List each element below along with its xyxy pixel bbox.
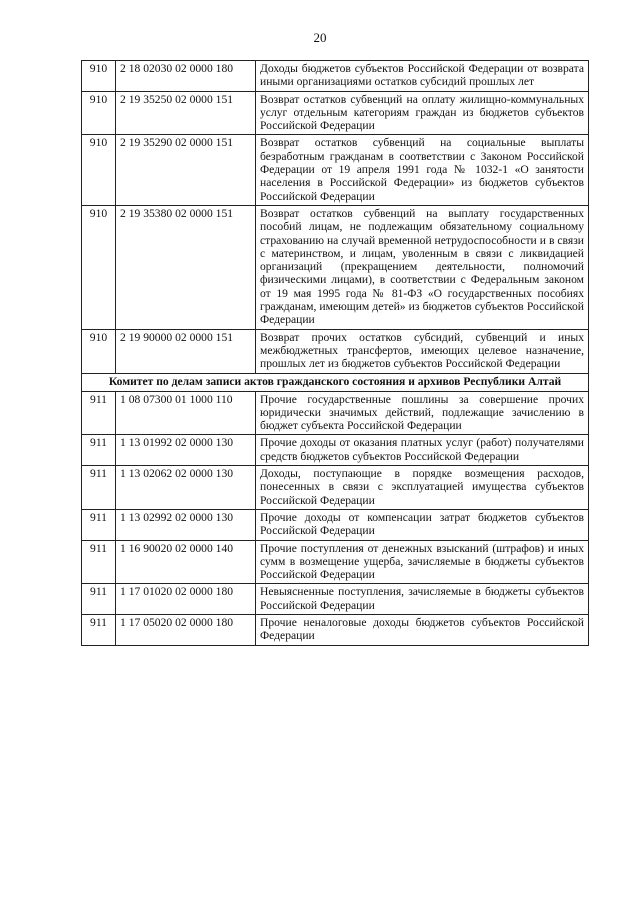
table-row [82,614,589,645]
revenue-description-cell: Прочие неналоговые доходы бюджетов субъектов Российской Федерации [256,614,589,645]
budget-classification-code-cell: 2 19 35290 02 0000 151 [116,135,256,205]
admin-code-cell: 910 [82,205,116,329]
budget-classification-code-cell: 1 17 01020 02 0000 180 [116,584,256,615]
page-number: 20 [313,30,327,45]
admin-code-cell: 910 [82,61,116,92]
table-row [82,135,589,205]
budget-classification-code-cell: 1 16 90020 02 0000 140 [116,540,256,584]
admin-code-cell: 911 [82,466,116,510]
revenue-description-cell: Доходы, поступающие в порядке возмещения расходов, понесенных в связи с эксплуатацией имущества субъектов Российской Федерации [256,466,589,510]
budget-classification-code-cell: 1 13 02992 02 0000 130 [116,509,256,540]
budget-classification-code-cell: 2 19 35380 02 0000 151 [116,205,256,329]
table-row [82,61,589,92]
admin-code-cell: 911 [82,614,116,645]
admin-code-cell: 910 [82,135,116,205]
revenue-codes-table [81,60,589,646]
table-row [82,329,589,373]
table-row [82,540,589,584]
admin-code-cell: 911 [82,509,116,540]
revenue-description-cell: Возврат прочих остатков субсидий, субвенций и иных межбюджетных трансфертов, имеющих целевое назначение, прошлых лет из бюджетов субъектов Российской Федерации [256,329,589,373]
budget-classification-code-cell: 1 13 02062 02 0000 130 [116,466,256,510]
table-row [82,584,589,615]
admin-code-cell: 911 [82,584,116,615]
admin-code-cell: 911 [82,391,116,435]
budget-classification-code-cell: 2 19 90000 02 0000 151 [116,329,256,373]
table-row [82,205,589,329]
revenue-description-cell: Доходы бюджетов субъектов Российской Федерации от возврата иными организациями остатков субсидий прошлых лет [256,61,589,92]
budget-classification-code-cell: 1 08 07300 01 1000 110 [116,391,256,435]
revenue-description-cell: Возврат остатков субвенций на выплату государственных пособий лицам, не подлежащим обязательному социальному страхованию на случай временной нетрудоспособности и в связи с материнством, и лицам, уволенным в связи с ликвидацией организаций (прекращением деятельности, полномочий физическими лицами), в соответствии с Федеральным законом от 19 мая 1995 года № 81-ФЗ «О государственных пособиях гражданам, имеющим детей» из бюджетов субъектов Российской Федерации [256,205,589,329]
admin-code-cell: 910 [82,91,116,135]
revenue-description-cell: Возврат остатков субвенций на оплату жилищно-коммунальных услуг отдельным категориям граждан из бюджетов субъектов Российской Федерации [256,91,589,135]
budget-classification-code-cell: 1 17 05020 02 0000 180 [116,614,256,645]
section-title: Комитет по делам записи актов гражданского состояния и архивов Республики Алтай [82,373,589,391]
table-row [82,91,589,135]
revenue-description-cell: Прочие доходы от оказания платных услуг (работ) получателями средств бюджетов субъектов Российской Федерации [256,435,589,466]
budget-classification-code-cell: 1 13 01992 02 0000 130 [116,435,256,466]
table-row [82,466,589,510]
revenue-description-cell: Невыясненные поступления, зачисляемые в бюджеты субъектов Российской Федерации [256,584,589,615]
table-row [82,435,589,466]
admin-code-cell: 911 [82,540,116,584]
budget-classification-code-cell: 2 19 35250 02 0000 151 [116,91,256,135]
admin-code-cell: 910 [82,329,116,373]
revenue-description-cell: Возврат остатков субвенций на социальные выплаты безработным гражданам в соответствии с Законом Российской Федерации от 19 апреля 1991 года № 1032-1 «О занятости населения в Российской Федерации» из бюджетов субъектов Российской Федерации [256,135,589,205]
budget-classification-code-cell: 2 18 02030 02 0000 180 [116,61,256,92]
section-header-row [82,373,589,391]
admin-code-cell: 911 [82,435,116,466]
table-row [82,509,589,540]
table-row [82,391,589,435]
revenue-description-cell: Прочие государственные пошлины за совершение прочих юридически значимых действий, подлежащие зачислению в бюджет субъекта Российской Федерации [256,391,589,435]
revenue-description-cell: Прочие доходы от компенсации затрат бюджетов субъектов Российской Федерации [256,509,589,540]
revenue-description-cell: Прочие поступления от денежных взысканий (штрафов) и иных сумм в возмещение ущерба, зачисляемые в бюджеты субъектов Российской Федерации [256,540,589,584]
